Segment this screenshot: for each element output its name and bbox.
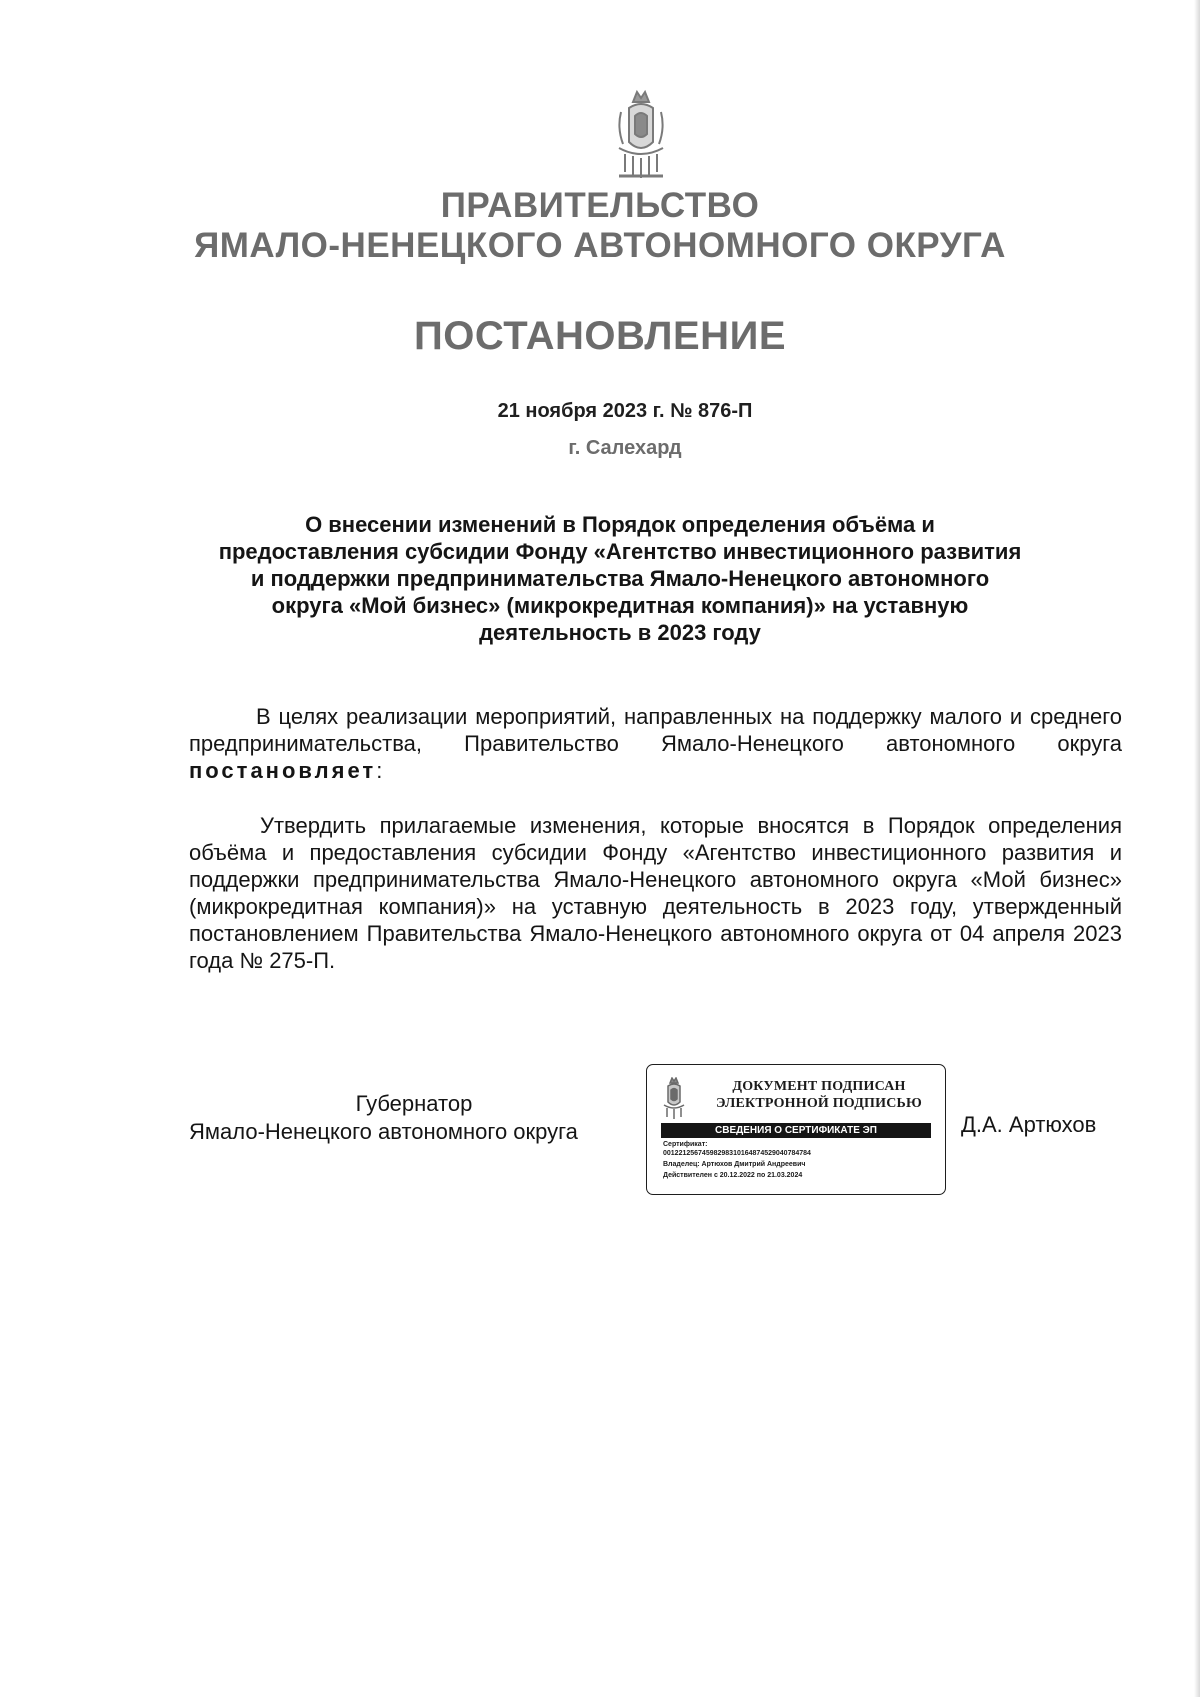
- title-line: и поддержки предпринимательства Ямало-Ненецкого автономного: [250, 566, 990, 591]
- signatory-position-line1: Губернатор: [355, 1091, 473, 1116]
- title-line: предоставления субсидии Фонду «Агентство инвестиционного развития: [218, 539, 1022, 564]
- stamp-heading-line1: ДОКУМЕНТ ПОДПИСАН: [732, 1079, 906, 1094]
- document-date-number: 21 ноября 2023 г. № 876-П: [497, 400, 753, 422]
- title-line: деятельность в 2023 году: [479, 620, 761, 645]
- stamp-coat-of-arms-icon: [661, 1077, 687, 1121]
- electronic-signature-stamp: [646, 1064, 946, 1195]
- preamble-paragraph: [189, 703, 1122, 784]
- document-city: г. Салехард: [568, 437, 682, 459]
- signatory-position: [189, 1090, 639, 1146]
- government-name-line2: ЯМАЛО-НЕНЕЦКОГО АВТОНОМНОГО ОКРУГА: [194, 226, 1006, 265]
- stamp-heading-line2: ЭЛЕКТРОННОЙ ПОДПИСЬЮ: [716, 1096, 922, 1111]
- certificate-label: Сертификат:: [663, 1141, 708, 1148]
- resolution-paragraph: Утвердить прилагаемые изменения, которые вносятся в Порядок определения объёма и предоставления субсидии Фонду «Агентство инвестиционного развития и поддержки предпринимательства Ямало-Ненецкого автономного округа «Мой бизнес» (микрокредитная компания)» на уставную деятельность в 2023 году, утвержденный постановлением Правительства Ямало-Ненецкого автономного округа от 04 апреля 2023 года № 275-П.: [189, 813, 1122, 973]
- document-title: [180, 511, 1060, 646]
- yanao-coat-of-arms-icon: [613, 88, 669, 184]
- government-name-line1: ПРАВИТЕЛЬСТВО: [440, 186, 760, 225]
- preamble-colon: :: [376, 758, 383, 783]
- certificate-validity: Действителен с 20.12.2022 по 21.03.2024: [663, 1172, 803, 1179]
- certificate-owner: Владелец: Артюхов Дмитрий Андреевич: [663, 1161, 806, 1168]
- document-type: ПОСТАНОВЛЕНИЕ: [413, 314, 786, 358]
- certificate-info-bar: СВЕДЕНИЯ О СЕРТИФИКАТЕ ЭП: [661, 1123, 931, 1138]
- title-line: О внесении изменений в Порядок определения объёма и: [305, 512, 935, 537]
- decree-verb: постановляет: [189, 758, 377, 783]
- title-line: округа «Мой бизнес» (микрокредитная компания)» на уставную: [271, 593, 969, 618]
- certificate-number: 00122125674598298310164874529040784784: [663, 1150, 811, 1157]
- stamp-heading: [699, 1078, 939, 1112]
- signatory-position-line2: Ямало-Ненецкого автономного округа: [189, 1119, 578, 1144]
- signer-name: Д.А. Артюхов: [961, 1112, 1097, 1137]
- preamble-text: В целях реализации мероприятий, направленных на поддержку малого и среднего предпринимательства, Правительство Ямало-Ненецкого автономного округа: [189, 704, 1122, 756]
